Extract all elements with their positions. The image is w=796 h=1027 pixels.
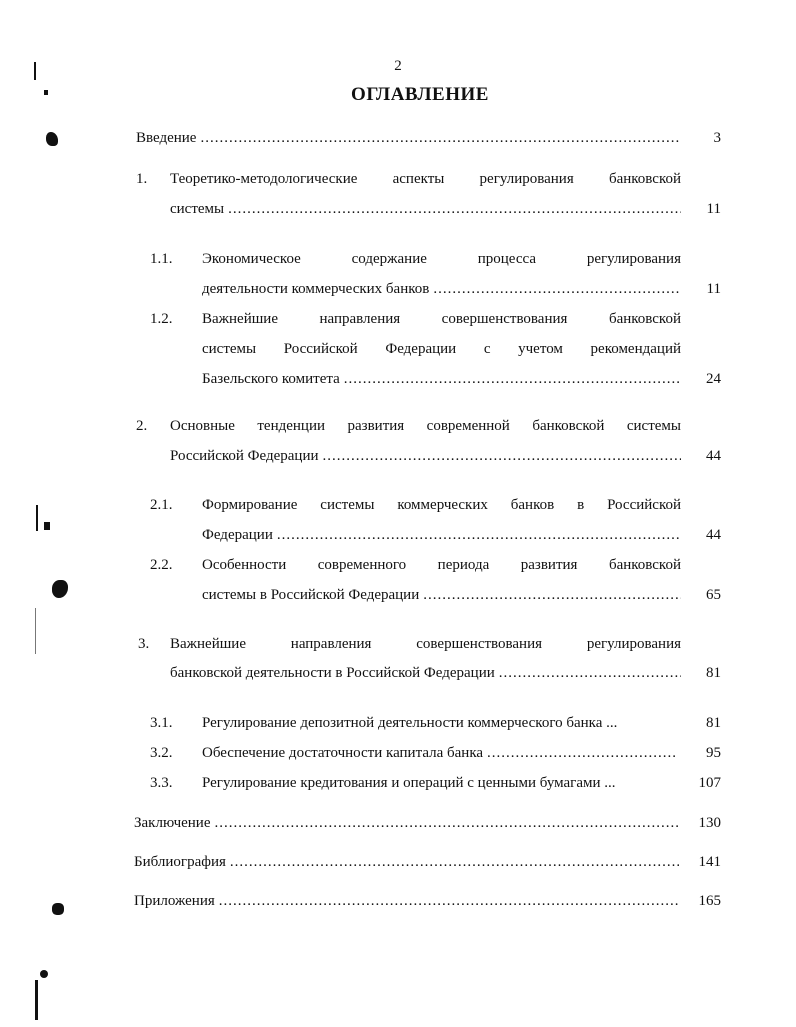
toc-ch2-line1: Основные тенденции развития современной банковской системы (170, 418, 681, 434)
toc-s22-line2 (202, 585, 681, 605)
toc-s21-line2 (202, 525, 681, 545)
dot-leader (200, 128, 681, 148)
toc-ch1-line2 (170, 199, 681, 219)
toc-s12-line2: системы Российской Федерации с учетом рекомендаций (202, 341, 681, 357)
toc-s32-line1-text: Обеспечение достаточности капитала банка (202, 745, 484, 761)
toc-s22-number: 2.2. (150, 557, 173, 573)
scan-artifact-blot (52, 580, 68, 598)
toc-s22-page: 65 (706, 587, 721, 603)
toc-s12-line1: Важнейшие направления совершенствования банковской (202, 311, 681, 327)
toc-s31-line1: Регулирование депозитной деятельности коммерческого банка ... (202, 715, 618, 731)
dot-leader (433, 279, 681, 299)
toc-ch1-number: 1. (136, 171, 148, 187)
toc-s11-page: 11 (706, 281, 721, 297)
toc-ch3-line1: Важнейшие направления совершенствования регулирования (170, 636, 681, 652)
toc-s22-line1: Особенности современного периода развития банковской (202, 557, 681, 573)
dot-leader (219, 891, 679, 911)
scan-artifact-blot (52, 903, 64, 915)
scan-artifact-line (35, 980, 38, 1020)
toc-ch1-line2-text: системы (170, 201, 225, 217)
toc-conclusion-page: 130 (698, 815, 721, 831)
toc-ch3-line2 (170, 663, 681, 683)
toc-s12-line3-text: Базельского комитета (202, 371, 340, 387)
toc-bibliography-label: Библиография (134, 854, 226, 870)
toc-ch2-line2 (170, 446, 681, 466)
toc-s11-line1: Экономическое содержание процесса регулирования (202, 251, 681, 267)
toc-s32-page: 95 (706, 745, 721, 761)
dot-leader (323, 446, 681, 466)
toc-s12-page: 24 (706, 371, 721, 387)
toc-s11-line2 (202, 279, 681, 299)
scan-artifact-line (35, 608, 36, 654)
toc-appendix-page: 165 (698, 893, 721, 909)
page-title: ОГЛАВЛЕНИЕ (351, 84, 489, 105)
toc-s33-line1: Регулирование кредитования и операций с ценными бумагами ... (202, 775, 616, 791)
toc-s12-number: 1.2. (150, 311, 173, 327)
toc-s21-number: 2.1. (150, 497, 173, 513)
dot-leader (228, 199, 681, 219)
toc-conclusion-label: Заключение (134, 815, 211, 831)
toc-intro-label: Введение (136, 130, 197, 146)
toc-ch2-page: 44 (706, 448, 721, 464)
toc-intro-page: 3 (713, 130, 721, 146)
toc-appendix-label: Приложения (134, 893, 215, 909)
toc-s31-page: 81 (706, 715, 721, 731)
toc-s33-number: 3.3. (150, 775, 173, 791)
toc-ch2-number: 2. (136, 418, 148, 434)
scan-artifact-mark (44, 522, 50, 530)
toc-s21-page: 44 (706, 527, 721, 543)
dot-leader (499, 663, 681, 683)
toc-s21-line2-text: Федерации (202, 527, 273, 543)
toc-entry-bibliography (134, 852, 679, 872)
toc-s31-number: 3.1. (150, 715, 173, 731)
toc-s22-line2-text: системы в Российской Федерации (202, 587, 420, 603)
toc-entry-conclusion (134, 813, 679, 833)
dot-leader (230, 852, 679, 872)
toc-s32-line1 (202, 743, 675, 763)
toc-s33-page: 107 (698, 775, 721, 791)
toc-s21-line1: Формирование системы коммерческих банков в Российской (202, 497, 681, 513)
scan-artifact-mark (34, 62, 36, 80)
toc-ch3-line2-text: банковской деятельности в Российской Федерации (170, 665, 495, 681)
dot-leader (487, 743, 675, 763)
dot-leader (277, 525, 681, 545)
toc-entry-intro (136, 128, 681, 148)
dot-leader (215, 813, 680, 833)
toc-ch3-number: 3. (138, 636, 150, 652)
scan-artifact-blot (46, 132, 58, 146)
scan-artifact-mark (36, 505, 38, 531)
toc-s11-number: 1.1. (150, 251, 173, 267)
toc-bibliography-page: 141 (698, 854, 721, 870)
toc-entry-appendix (134, 891, 679, 911)
toc-ch1-line1: Теоретико-методологические аспекты регулирования банковской (170, 171, 681, 187)
dot-leader (344, 369, 681, 389)
toc-ch2-line2-text: Российской Федерации (170, 448, 319, 464)
page-number: 2 (394, 58, 402, 74)
dot-leader (423, 585, 681, 605)
toc-s32-number: 3.2. (150, 745, 173, 761)
scan-artifact-blot (40, 970, 48, 978)
scan-artifact-mark (44, 90, 48, 95)
toc-ch3-page: 81 (706, 665, 721, 681)
toc-ch1-page: 11 (706, 201, 721, 217)
toc-s11-line2-text: деятельности коммерческих банков (202, 281, 430, 297)
toc-s12-line3 (202, 369, 681, 389)
